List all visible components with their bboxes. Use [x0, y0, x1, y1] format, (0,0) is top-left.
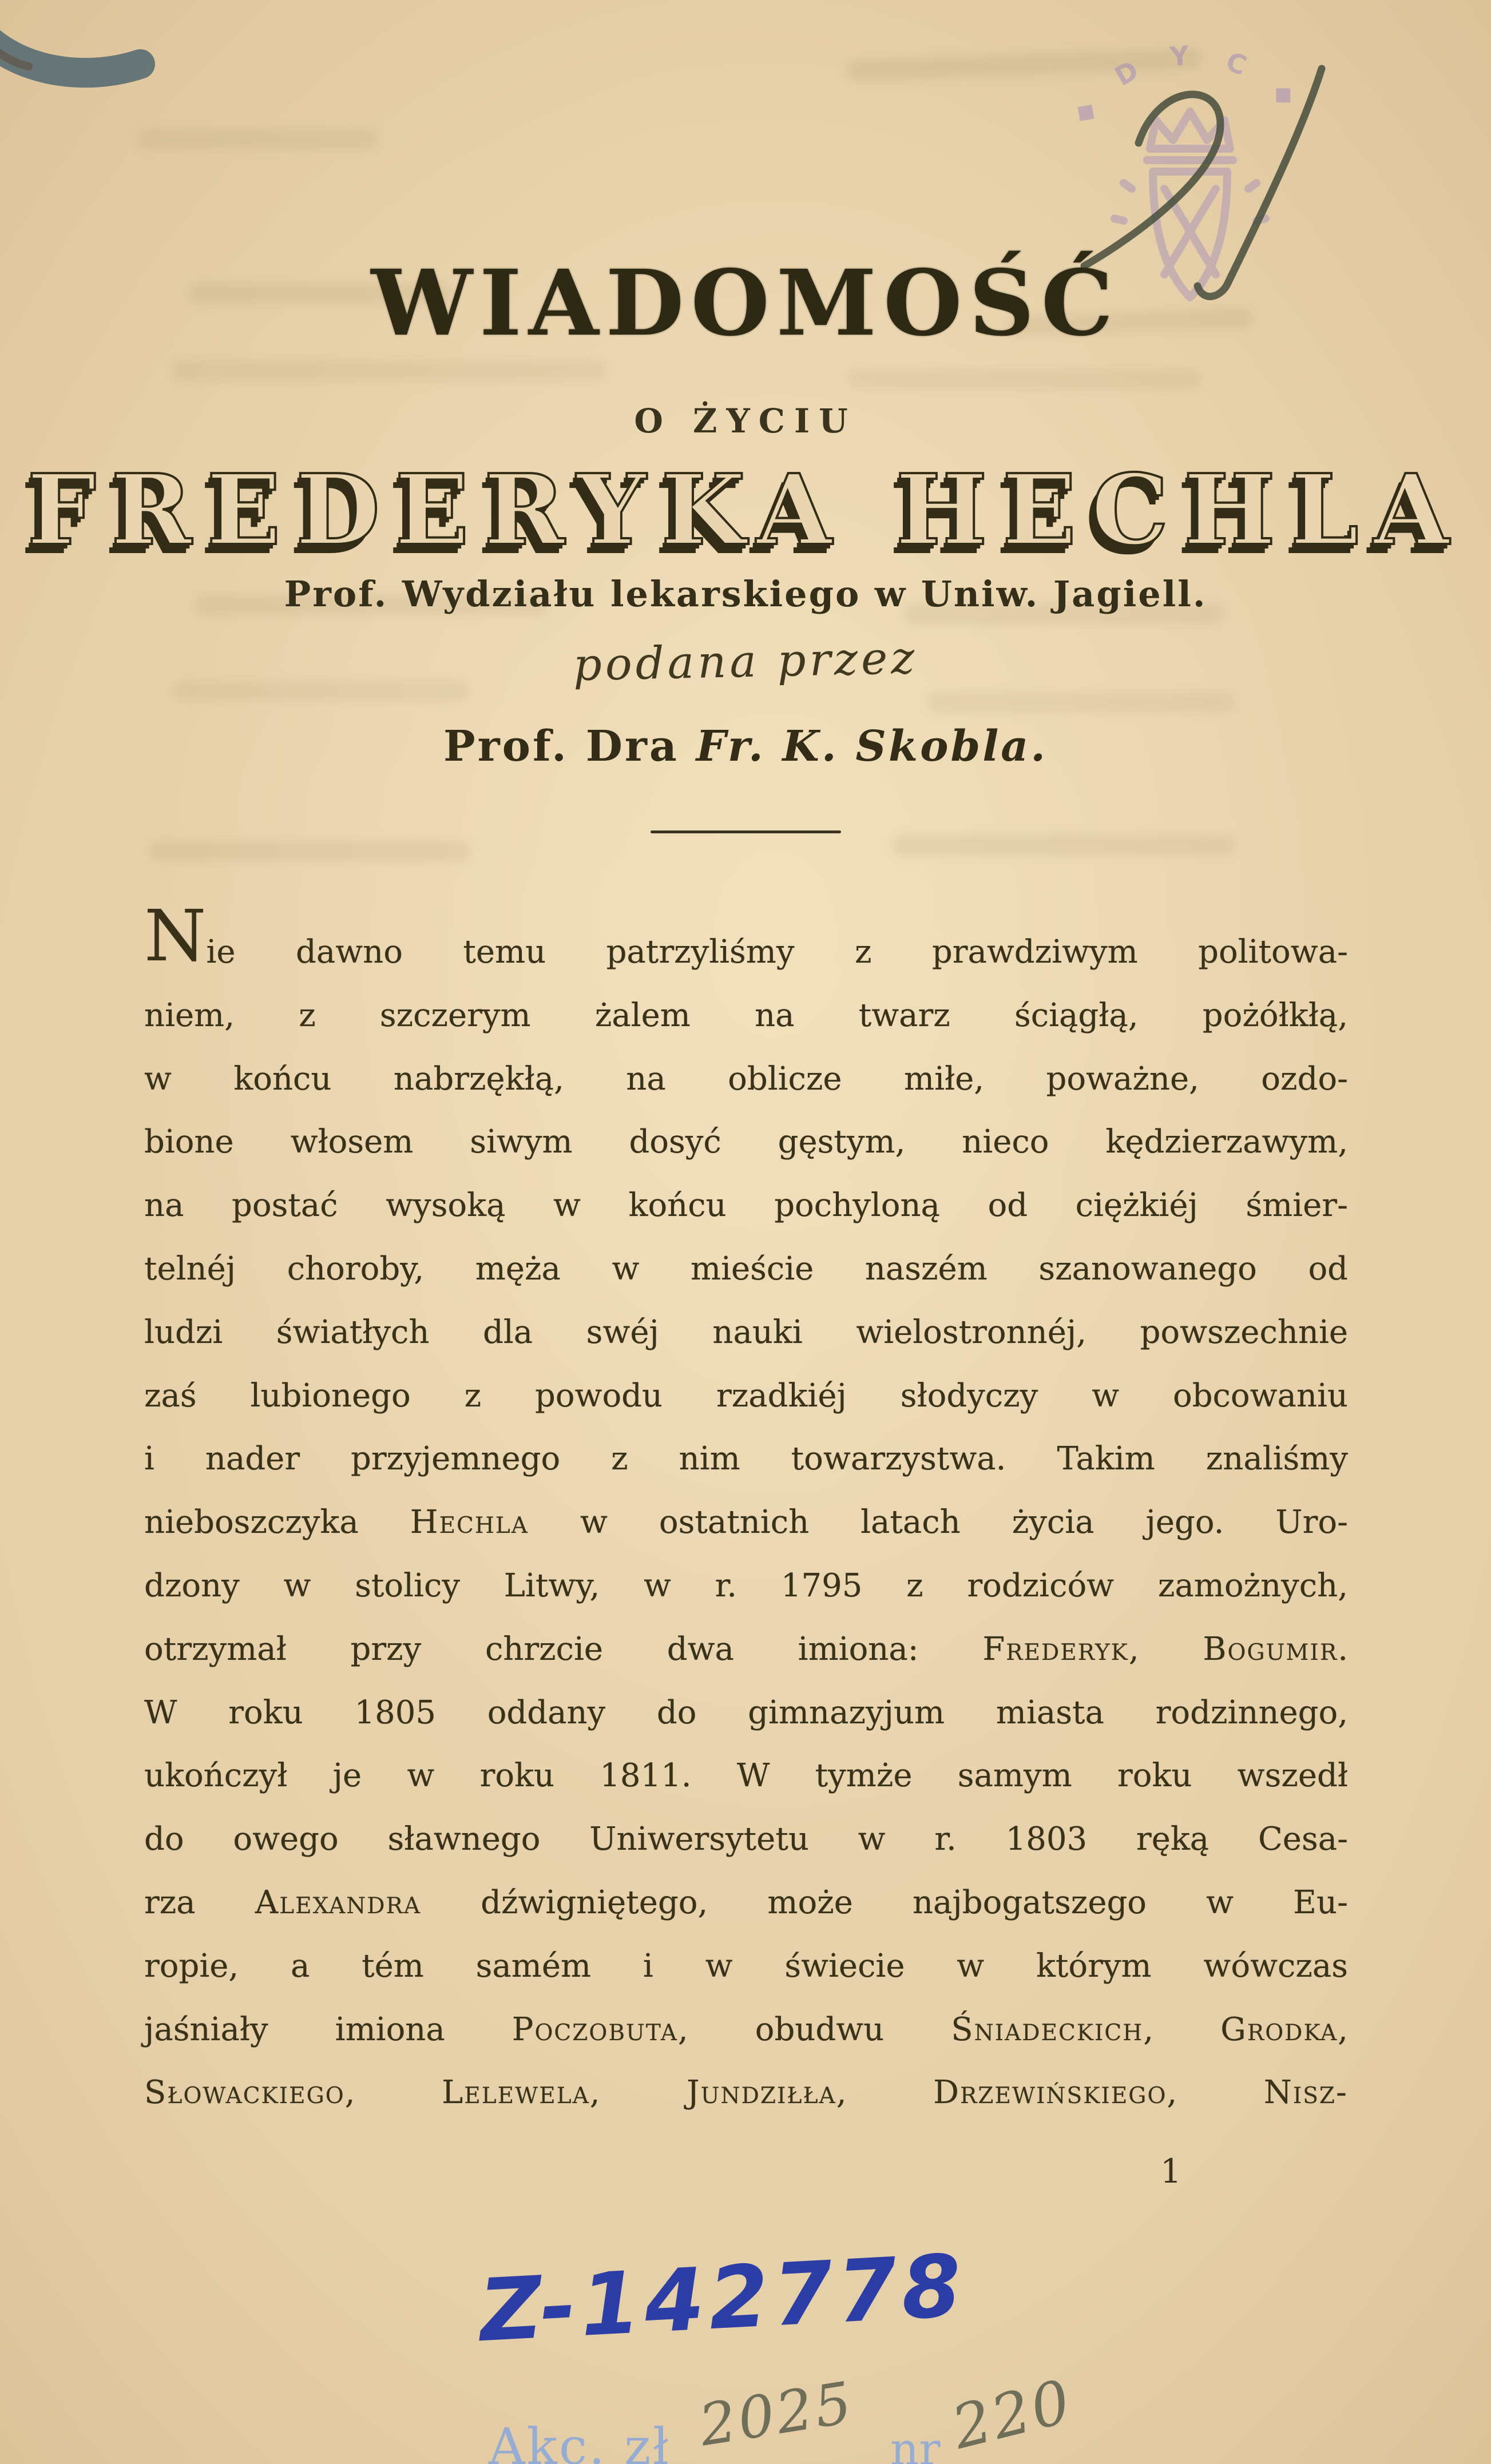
akc-stamp-label: Akc. zł [489, 2417, 671, 2464]
honoree-name-display: FREDERYKA HECHLA [27, 453, 1464, 567]
text-line [144, 1808, 1348, 1871]
text-segment: ludzi światłych dla swéj nauki wielostronnéj, powszechnie [144, 1313, 1348, 1351]
library-stamp-letter: C [1222, 45, 1251, 82]
text-segment: ie dawno temu patrzyliśmy z prawdziwym politowa- [206, 933, 1348, 971]
text-line [144, 1682, 1348, 1745]
byline-author [0, 722, 1491, 771]
text-segment: ropie, a tém samém i w świecie w którym wówczas [144, 1947, 1348, 1985]
text-segment: , obudwu [677, 2010, 951, 2048]
text-line [144, 1238, 1348, 1301]
text-segment: dźwigniętego, może najbogatszego w Eu- [421, 1883, 1349, 1921]
text-segment: , [1128, 1630, 1203, 1668]
text-segment: telnéj choroby, męża w mieście naszém szanowanego od [144, 1250, 1348, 1287]
text-segment: , [836, 2074, 934, 2112]
library-stamp-letter: D [1109, 54, 1144, 92]
body-paragraph [144, 895, 1349, 2125]
small-caps-name: Frederyk [982, 1630, 1129, 1668]
text-line [144, 1744, 1348, 1808]
text-line [144, 1935, 1348, 1998]
text-segment: , [344, 2074, 442, 2112]
text-segment: rza [144, 1883, 255, 1921]
text-line [144, 1998, 1348, 2062]
small-caps-name: Hechla [410, 1504, 529, 1541]
nr-value-handwriting: 220 [945, 2366, 1080, 2463]
text-line [144, 1491, 1348, 1555]
page-title: WIADOMOŚĆ [371, 251, 1120, 356]
byline-author-name: Fr. K. Skobla. [696, 722, 1048, 771]
text-segment: w końcu nabrzękłą, na oblicze miłe, poważne, ozdo- [144, 1060, 1348, 1098]
text-segment: na postać wysoką w końcu pochyloną od ciężkiéj śmier- [144, 1187, 1348, 1225]
text-segment: dzony w stolicy Litwy, w r. 1795 z rodziców zamożnych, [144, 1567, 1348, 1604]
text-line [144, 2061, 1348, 2125]
library-stamp-letter: Y [1168, 39, 1191, 73]
text-segment: zaś lubionego z powodu rzadkiéj słodyczy w obcowaniu [144, 1377, 1348, 1414]
text-line [144, 1555, 1348, 1618]
text-segment: otrzymał przy chrzcie dwa imiona: [144, 1630, 983, 1668]
divider-rule [651, 830, 841, 833]
text-segment: , [1143, 2010, 1221, 2048]
byline-author-prefix: Prof. Dra [443, 722, 696, 771]
library-stamp-letter: ◆ [1267, 75, 1303, 112]
text-segment: jaśniały imiona [144, 2010, 512, 2048]
small-caps-name: Grodka [1220, 2010, 1338, 2048]
small-caps-name: Śniadeckich [951, 2010, 1144, 2048]
text-line [144, 1048, 1348, 1111]
text-line [144, 1174, 1348, 1238]
text-line [144, 1301, 1348, 1365]
text-segment: i nader przyjemnego z nim towarzystwa. Takim znaliśmy [144, 1440, 1348, 1478]
corner-ink-swoosh [0, 11, 166, 103]
text-line [144, 1871, 1348, 1935]
small-caps-name: Jundziłła [687, 2074, 836, 2112]
library-stamp-letter: ◆ [1065, 94, 1103, 129]
text-segment: w ostatnich latach życia jego. Uro- [528, 1504, 1348, 1541]
text-segment: , [1338, 2010, 1348, 2048]
bleedthrough-smudge [847, 48, 1202, 81]
text-line [144, 895, 1348, 984]
text-segment: W roku 1805 oddany do gimnazyjum miasta rodzinnego, [144, 1694, 1348, 1731]
nr-stamp-label: nr [890, 2424, 941, 2464]
small-caps-name: Bogumir [1203, 1630, 1338, 1668]
bleedthrough-smudge [137, 129, 378, 149]
small-caps-name: Alexandra [255, 1883, 422, 1921]
bleedthrough-smudge [847, 369, 1201, 390]
small-caps-name: Poczobuta [511, 2010, 678, 2048]
byline-script: podana przez [572, 632, 919, 691]
small-caps-name: Nisz- [1263, 2074, 1348, 2112]
bleedthrough-smudge [927, 692, 1236, 713]
text-segment: nieboszczyka [144, 1504, 410, 1541]
akc-year-handwriting: 2025 [695, 2368, 858, 2459]
text-segment: , [589, 2074, 687, 2112]
small-caps-name: Lelewela [442, 2074, 590, 2112]
text-segment: ukończył je w roku 1811. W tymże samym roku wszedł [144, 1757, 1348, 1795]
text-segment: , [1167, 2074, 1264, 2112]
text-line [144, 1111, 1348, 1174]
text-line [144, 1428, 1348, 1491]
text-segment: . [1338, 1630, 1348, 1668]
text-line [144, 984, 1348, 1048]
drop-cap: N [144, 895, 207, 977]
small-caps-name: Słowackiego [144, 2074, 345, 2112]
small-caps-name: Drzewińskiego [933, 2074, 1167, 2112]
bleedthrough-smudge [149, 841, 469, 861]
text-line [144, 1618, 1348, 1682]
text-segment: bione włosem siwym dosyć gęstym, nieco kędzierzawym, [144, 1123, 1348, 1161]
bleedthrough-smudge [172, 360, 606, 381]
affiliation-line: Prof. Wydziału lekarskiego w Uniw. Jagiell. [284, 573, 1207, 615]
text-segment: niem, z szczerym żalem na twarz ściągłą, pożółkłą, [144, 996, 1348, 1034]
accession-handwriting: Z-142778 [477, 2236, 969, 2362]
bleedthrough-smudge [893, 835, 1236, 856]
page-number: 1 [1160, 2152, 1181, 2191]
subtitle: O ŻYCIU [634, 402, 857, 440]
text-line [144, 1365, 1348, 1428]
text-segment: do owego sławnego Uniwersytetu w r. 1803 ręką Cesa- [144, 1821, 1348, 1858]
